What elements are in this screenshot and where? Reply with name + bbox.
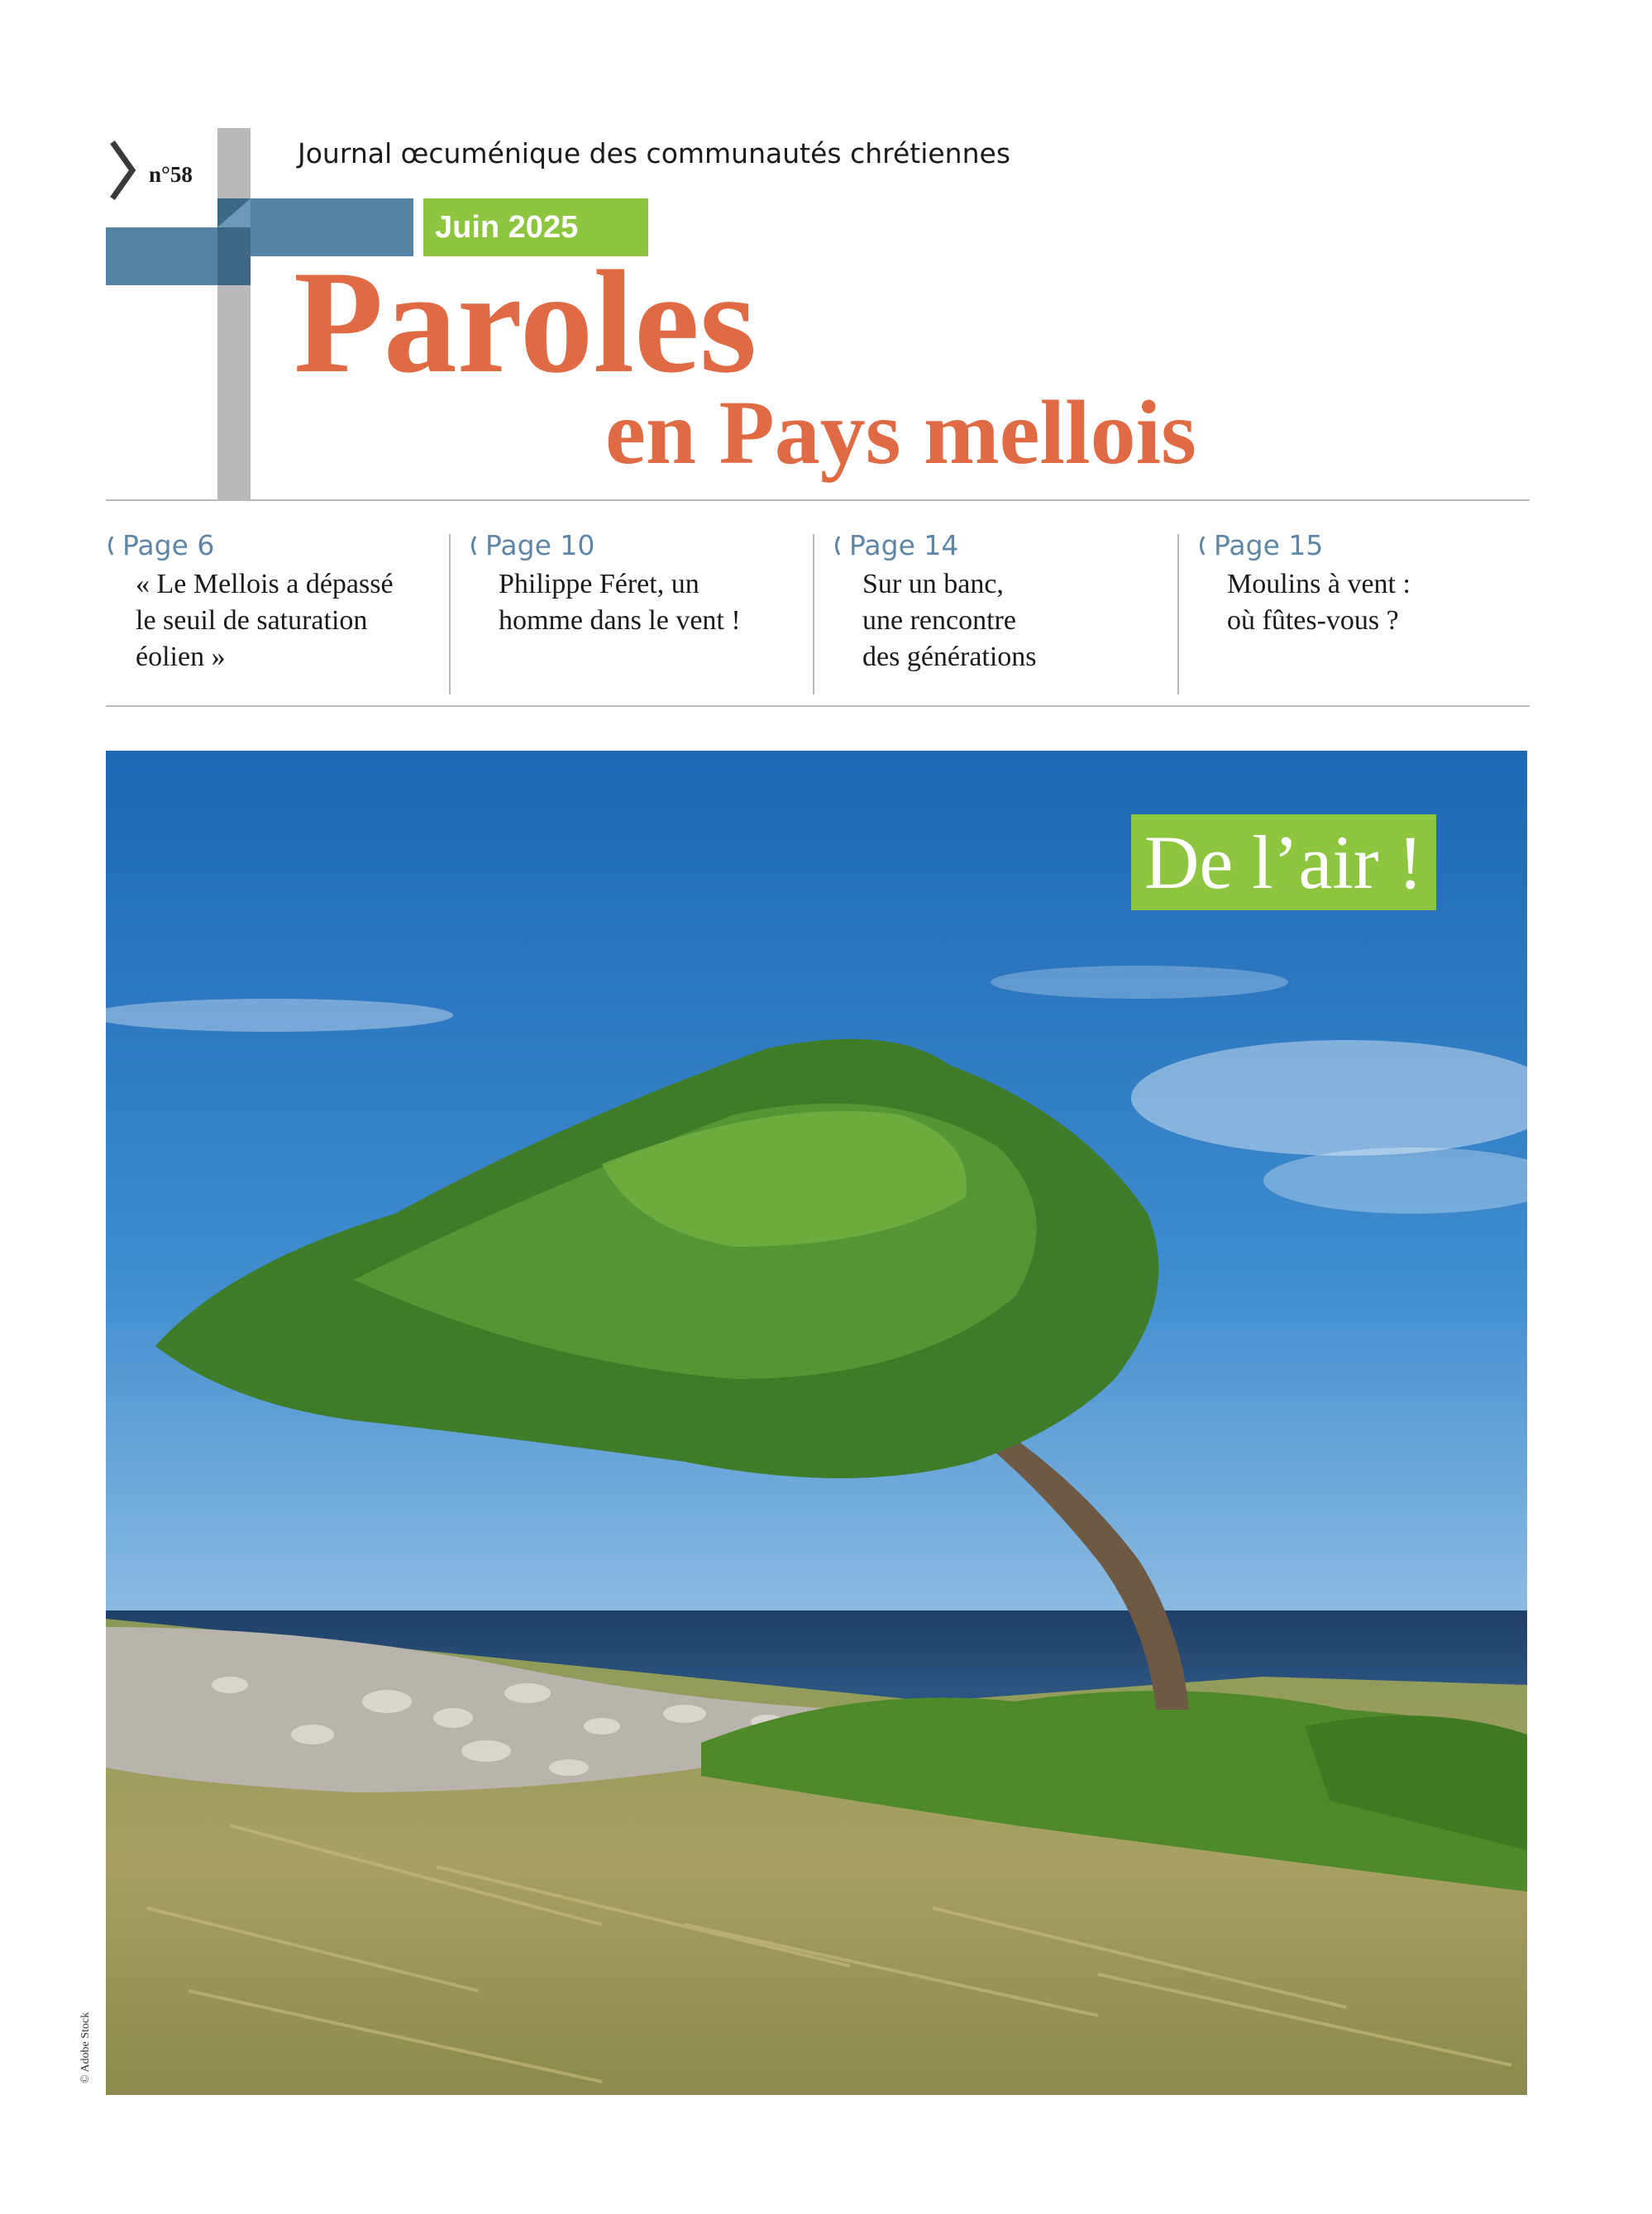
teaser-page-15[interactable]: [1197, 529, 1528, 639]
teaser-page-label: Page 14: [849, 529, 959, 561]
cover-photo: [106, 751, 1527, 2095]
column-divider: [449, 534, 451, 694]
windswept-tree-illustration: [106, 751, 1527, 2095]
teaser-page-ref: [833, 529, 1163, 561]
column-divider: [813, 534, 814, 694]
teaser-page-14[interactable]: [833, 529, 1163, 675]
teaser-page-ref: [469, 529, 800, 561]
column-divider: [1177, 534, 1179, 694]
divider-top: [106, 499, 1530, 501]
journal-title-sub: en Pays mellois: [605, 382, 1196, 483]
divider-bottom: [106, 705, 1530, 707]
logo-cross-fold-highlight: [217, 198, 251, 227]
bracket-left-icon: [1197, 535, 1206, 556]
bracket-left-icon: [833, 535, 841, 556]
logo-cross-vertical: [217, 128, 251, 500]
issue-date-badge: Juin 2025: [423, 198, 648, 256]
teaser-page-10[interactable]: [469, 529, 800, 639]
teaser-page-label: Page 10: [485, 529, 595, 561]
teaser-page-ref: [1197, 529, 1528, 561]
teaser-text: Moulins à vent : où fûtes-vous ?: [1227, 569, 1411, 636]
cover-headline: De l’air !: [1131, 814, 1436, 910]
teaser-page-label: Page 6: [122, 529, 215, 561]
teaser-page-ref: [106, 529, 437, 561]
chevron-right-icon: [107, 139, 141, 202]
teaser-page-label: Page 15: [1214, 529, 1324, 561]
bracket-left-icon: [469, 535, 477, 556]
teaser-text: Philippe Féret, un homme dans le vent !: [499, 569, 741, 636]
teaser-text: Sur un banc, une rencontre des générations: [862, 569, 1037, 672]
teaser-text: « Le Mellois a dépassé le seuil de saturation éolien »: [136, 569, 394, 672]
logo-cross-left-arm: [106, 227, 217, 285]
journal-subtitle: Journal œcuménique des communautés chrétiennes: [298, 137, 1011, 169]
photo-credit: © Adobe Stock: [79, 2011, 92, 2083]
bracket-left-icon: [106, 535, 114, 556]
journal-title: Paroles: [294, 240, 757, 403]
issue-number: n°58: [149, 162, 193, 187]
teaser-page-6[interactable]: [106, 529, 437, 675]
